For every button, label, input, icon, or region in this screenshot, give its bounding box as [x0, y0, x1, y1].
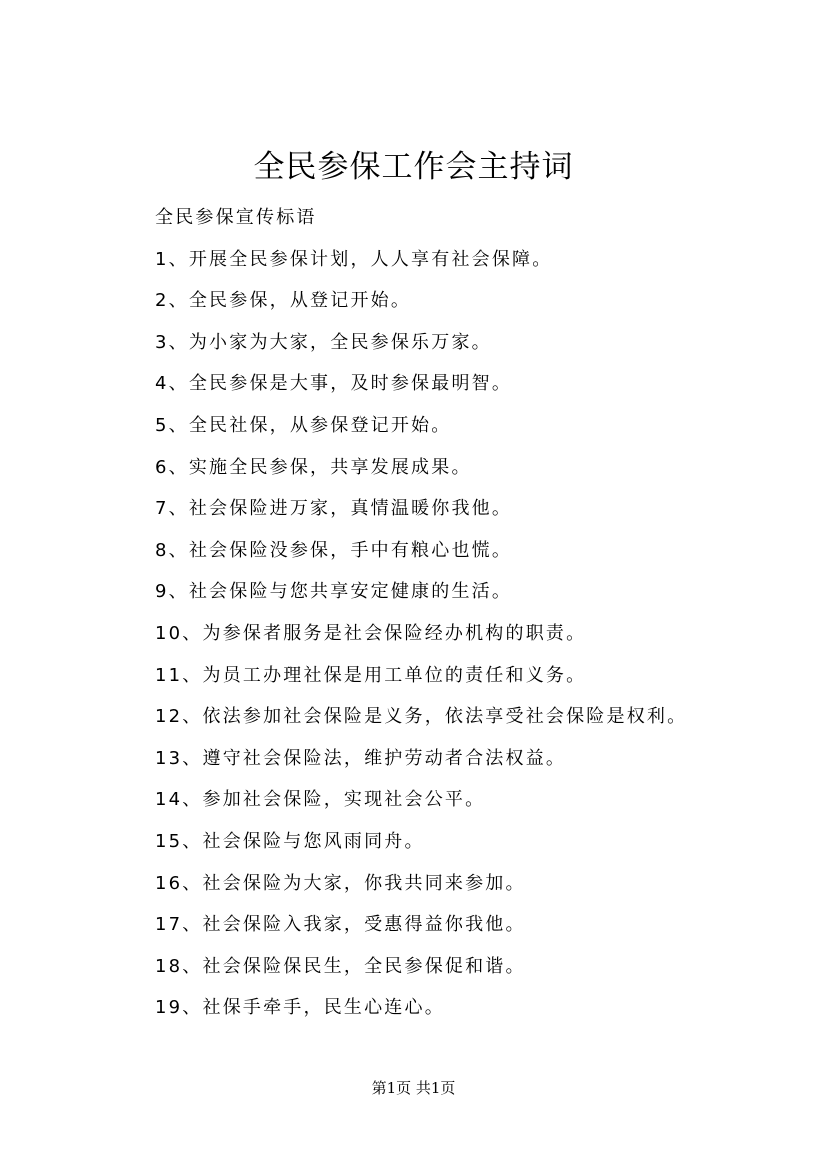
slogan-item: 15、社会保险与您风雨同舟。: [155, 830, 425, 852]
slogan-item: 9、社会保险与您共享安定健康的生活。: [155, 581, 513, 603]
slogan-item: 8、社会保险没参保，手中有粮心也慌。: [155, 539, 513, 561]
slogan-item: 2、全民参保，从登记开始。: [155, 290, 412, 312]
slogan-item: 17、社会保险入我家，受惠得益你我他。: [155, 914, 526, 936]
slogan-item: 10、为参保者服务是社会保险经办机构的职责。: [155, 622, 587, 644]
page-title: 全民参保工作会主持词: [253, 149, 574, 185]
slogan-item: 1、开展全民参保计划，人人享有社会保障。: [155, 248, 553, 270]
page-footer: 第1页 共1页: [371, 1079, 456, 1097]
slogan-item: 6、实施全民参保，共享发展成果。: [155, 456, 472, 478]
slogan-item: 14、参加社会保险，实现社会公平。: [155, 789, 486, 811]
slogan-item: 5、全民社保，从参保登记开始。: [155, 414, 452, 436]
section-heading: 全民参保宣传标语: [155, 207, 317, 228]
slogan-item: 12、依法参加社会保险是义务，依法享受社会保险是权利。: [155, 706, 688, 728]
slogan-item: 11、为员工办理社保是用工单位的责任和义务。: [155, 664, 587, 686]
slogan-item: 16、社会保险为大家，你我共同来参加。: [155, 872, 526, 894]
document-body: [155, 197, 815, 1029]
slogan-item: 7、社会保险进万家，真情温暖你我他。: [155, 498, 513, 520]
slogan-item: 19、社保手牵手，民生心连心。: [155, 997, 445, 1019]
slogan-item: 18、社会保险保民生，全民参保促和谐。: [155, 955, 526, 977]
slogan-item: 3、为小家为大家，全民参保乐万家。: [155, 331, 492, 353]
slogan-item: 4、全民参保是大事，及时参保最明智。: [155, 373, 513, 395]
slogan-item: 13、遵守社会保险法，维护劳动者合法权益。: [155, 747, 567, 769]
